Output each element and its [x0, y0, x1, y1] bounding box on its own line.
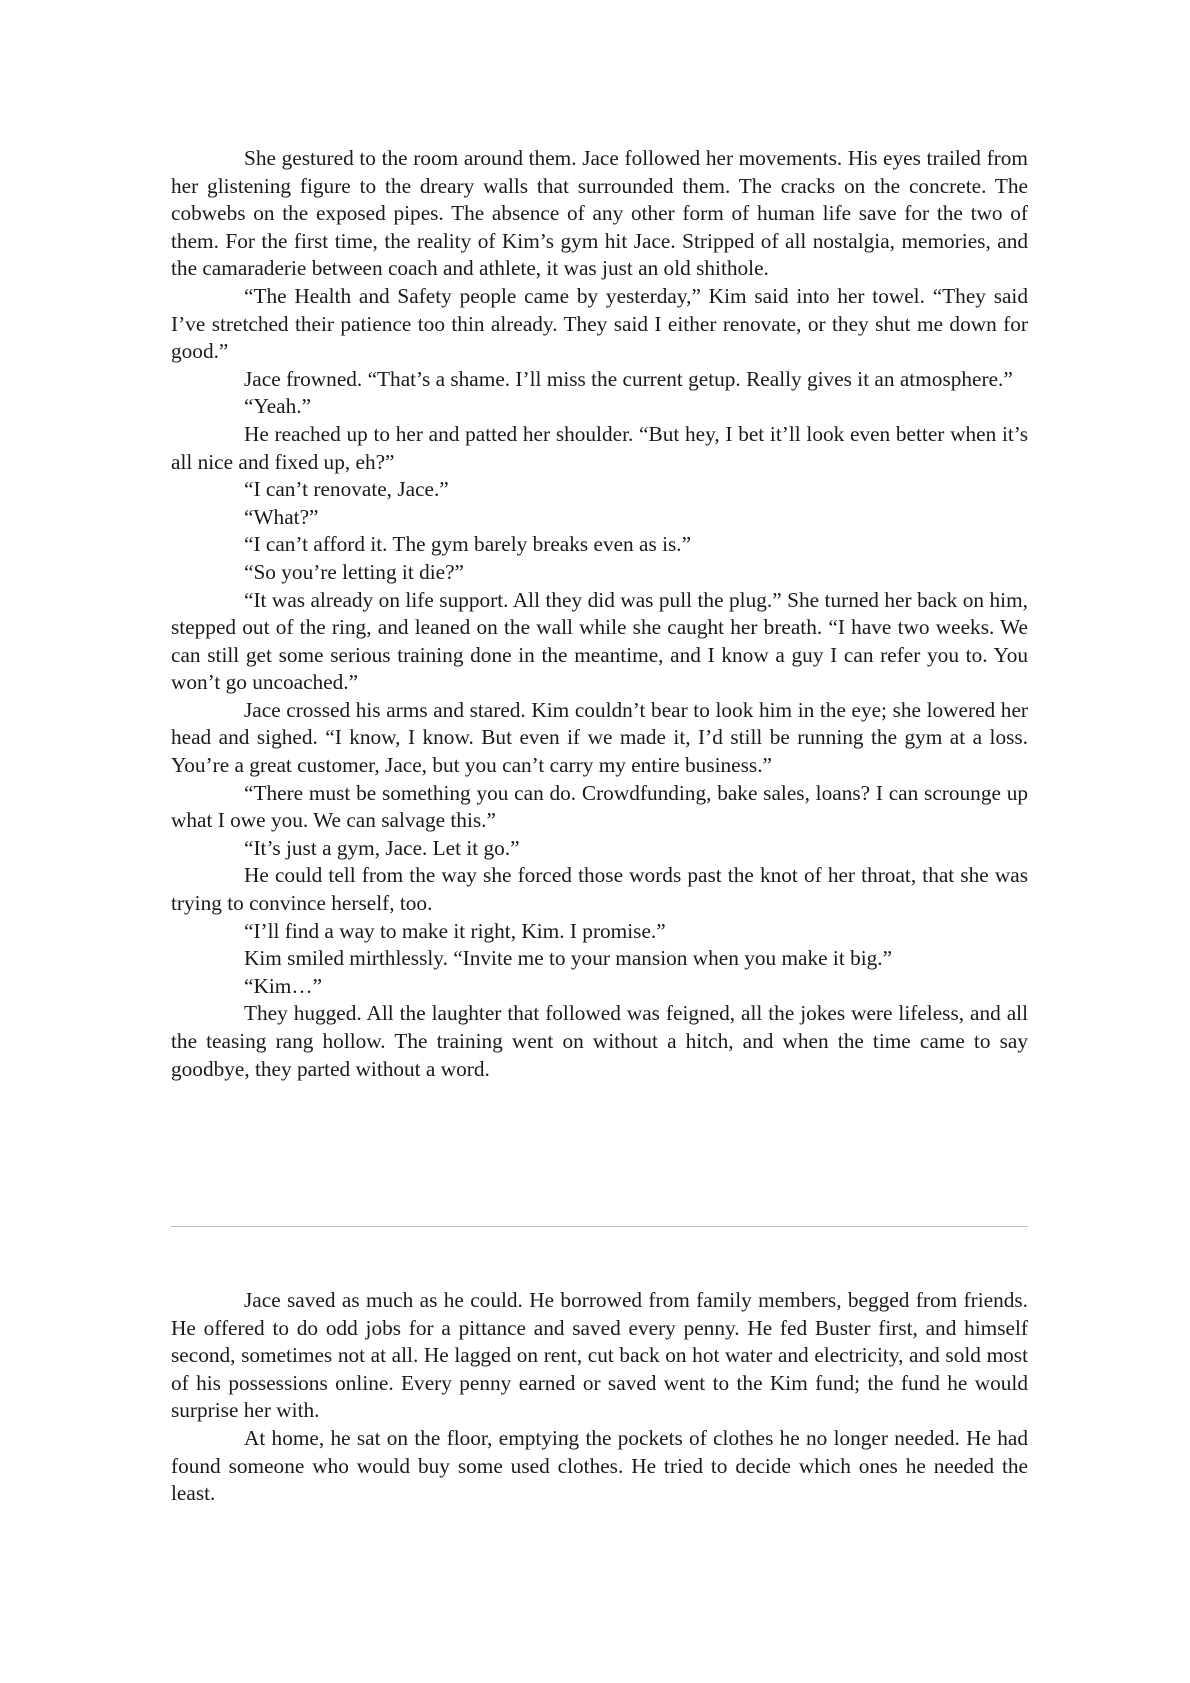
paragraph: “Kim…”: [244, 973, 323, 998]
paragraph: He reached up to her and patted her shoulder. “But hey, I bet it’ll look even better when it’s all nice and fixed up, eh?”: [171, 421, 1028, 474]
section-divider: [171, 1226, 1028, 1227]
paragraph: “It’s just a gym, Jace. Let it go.”: [244, 835, 520, 860]
paragraph: Kim smiled mirthlessly. “Invite me to your mansion when you make it big.”: [244, 946, 893, 971]
paragraph: They hugged. All the laughter that followed was feigned, all the jokes were lifeless, and all the teasing rang hollow. The training went on without a hitch, and when the time came to say goodbye, they parted without a word.: [171, 1001, 1028, 1081]
paragraph: “I’ll find a way to make it right, Kim. I promise.”: [244, 918, 666, 943]
paragraph: “Yeah.”: [244, 394, 312, 419]
paragraph: “So you’re letting it die?”: [244, 559, 464, 584]
paragraph: “I can’t afford it. The gym barely breaks even as is.”: [244, 532, 692, 557]
paragraph: Jace frowned. “That’s a shame. I’ll miss the current getup. Really gives it an atmosphere.”: [244, 366, 1013, 391]
story-section-two: [171, 1287, 1028, 1508]
paragraph: Jace crossed his arms and stared. Kim couldn’t bear to look him in the eye; she lowered her head and sighed. “I know, I know. But even if we made it, I’d still be running the gym at a loss. You’re a great customer, Jace, but you can’t carry my entire business.”: [171, 697, 1028, 778]
paragraph: Jace saved as much as he could. He borrowed from family members, begged from friends. He offered to do odd jobs for a pittance and saved every penny. He fed Buster first, and himself second, sometimes not at all. He lagged on rent, cut back on hot water and electricity, and sold most of his possessions online. Every penny earned or saved went to the Kim fund; the fund he would surprise her with.: [171, 1288, 1028, 1423]
paragraph: “What?”: [244, 504, 319, 529]
paragraph: He could tell from the way she forced those words past the knot of her throat, that she was trying to convince herself, too.: [171, 863, 1028, 916]
paragraph: She gestured to the room around them. Jace followed her movements. His eyes trailed from her glistening figure to the dreary walls that surrounded them. The cracks on the concrete. The cobwebs on the exposed pipes. The absence of any other form of human life save for the two of them. For the first time, the reality of Kim’s gym hit Jace. Stripped of all nostalgia, memories, and the camaraderie between coach and athlete, it was just an old shithole.: [171, 146, 1028, 281]
paragraph: At home, he sat on the floor, emptying the pockets of clothes he no longer needed. He had found someone who would buy some used clothes. He tried to decide which ones he needed the least.: [171, 1425, 1028, 1506]
paragraph: “There must be something you can do. Crowdfunding, bake sales, loans? I can scrounge up what I owe you. We can salvage this.”: [171, 780, 1028, 833]
story-section-one: [171, 145, 1028, 1083]
paragraph: “It was already on life support. All they did was pull the plug.” She turned her back on him, stepped out of the ring, and leaned on the wall while she caught her breath. “I have two weeks. We can still get some serious training done in the meantime, and I know a guy I can refer you to. You won’t go uncoached.”: [171, 587, 1028, 695]
paragraph: “I can’t renovate, Jace.”: [244, 477, 449, 502]
paragraph: “The Health and Safety people came by yesterday,” Kim said into her towel. “They said I’ve stretched their patience too thin already. They said I either renovate, or they shut me down for good.”: [171, 283, 1028, 364]
